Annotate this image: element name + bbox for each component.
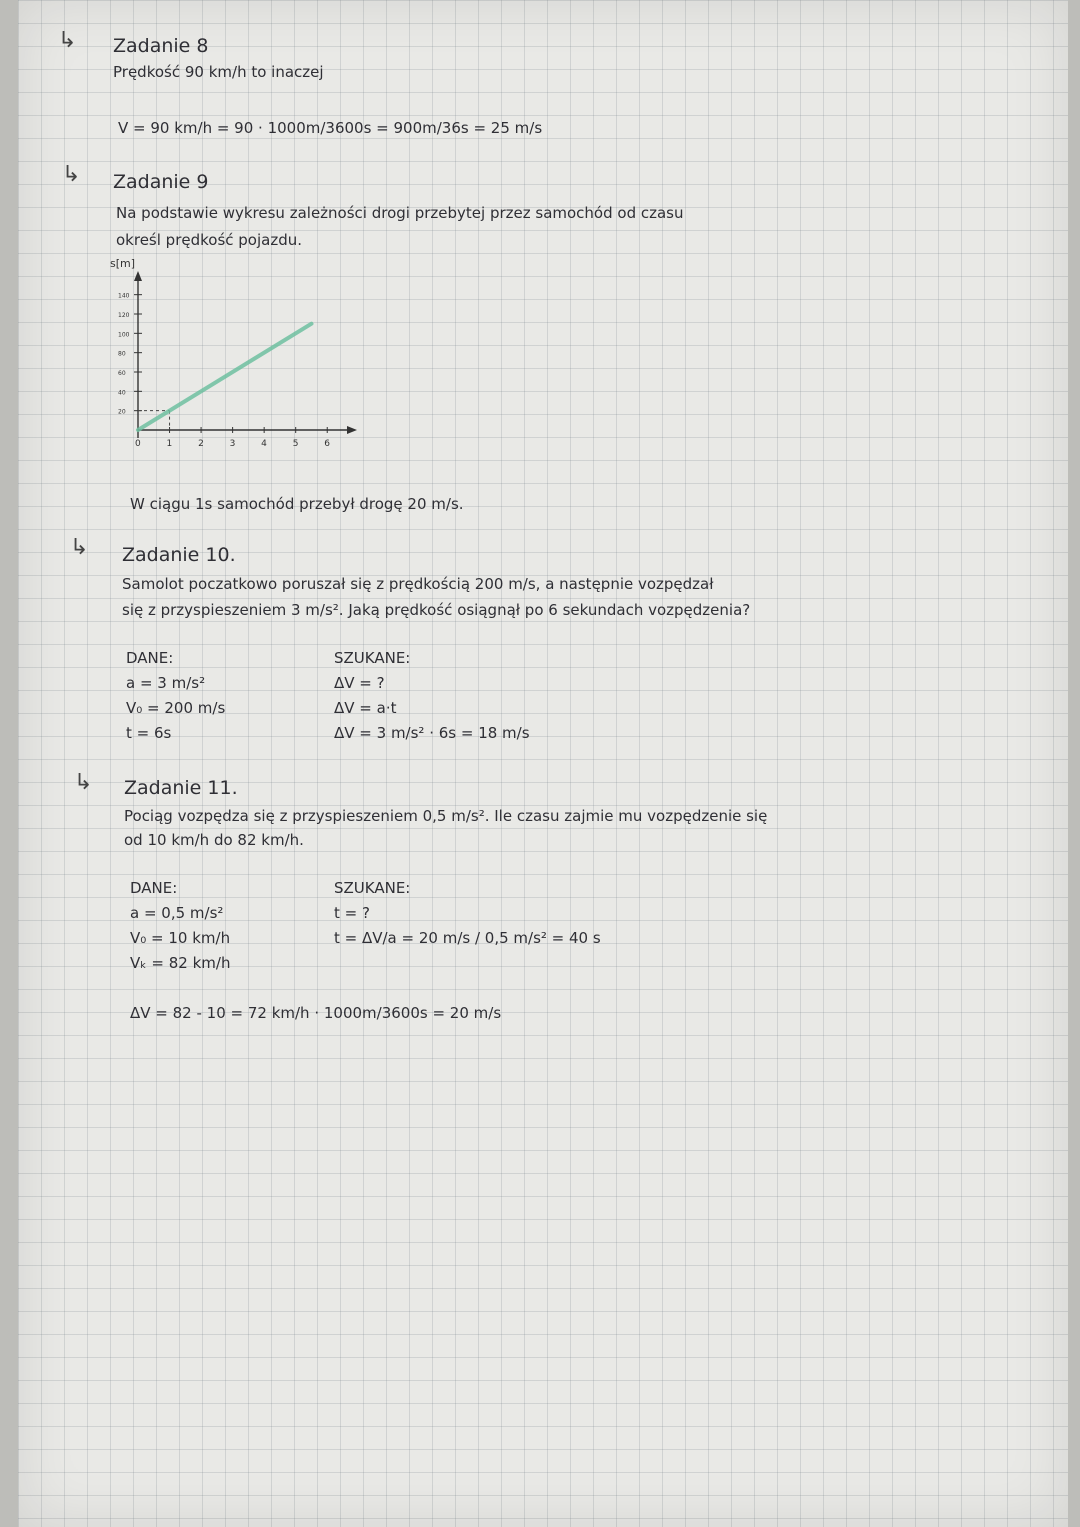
- y-tick-label: 100: [118, 331, 130, 339]
- distance-time-graph: [98, 255, 358, 465]
- task10-sought-item: ΔV = ?: [334, 674, 385, 692]
- y-tick-label: 20: [118, 408, 126, 416]
- x-tick-label: 5: [292, 439, 299, 449]
- x-tick-label: 1: [166, 439, 173, 449]
- task9-line1: Na podstawie wykresu zależności drogi przebytej przez samochód od czasu: [116, 204, 684, 222]
- task11-given-title: DANE:: [130, 879, 178, 897]
- task10-given-item: V₀ = 200 m/s: [126, 699, 226, 717]
- series-line: [138, 324, 311, 430]
- notebook-page: [18, 0, 1068, 1527]
- task9-heading: Zadanie 9: [113, 171, 209, 193]
- task8-calculation: V = 90 km/h = 90 · 1000m/3600s = 900m/36s = 25 m/s: [118, 119, 543, 137]
- task11-given-item: V₀ = 10 km/h: [130, 929, 231, 947]
- task11-sought-title: SZUKANE:: [334, 879, 411, 897]
- y-axis-arrow-icon: [134, 271, 142, 281]
- x-tick-label: 3: [229, 439, 236, 449]
- x-tick-label: 6: [324, 439, 330, 449]
- task10-given-item: a = 3 m/s²: [126, 674, 206, 692]
- y-tick-label: 80: [118, 350, 126, 358]
- task10-sought-item: ΔV = a·t: [334, 699, 397, 717]
- x-tick-label: 4: [261, 439, 267, 449]
- y-tick-label: 140: [118, 292, 130, 300]
- task10-line1: Samolot poczatkowo poruszał się z prędkością 200 m/s, a następnie vozpędzał: [122, 575, 714, 593]
- task11-line1: Pociąg vozpędza się z przyspieszeniem 0,5 m/s². Ile czasu zajmie mu vozpędzenie się: [124, 807, 768, 825]
- bullet-arrow-icon: ↳: [70, 535, 89, 560]
- task11-heading: Zadanie 11.: [124, 777, 238, 799]
- task9-line2: określ prędkość pojazdu.: [116, 231, 303, 249]
- task8-line1: Prędkość 90 km/h to inaczej: [113, 63, 324, 81]
- task11-sought-item: t = ?: [334, 904, 370, 922]
- task11-delta-calculation: ΔV = 82 - 10 = 72 km/h · 1000m/3600s = 20 m/s: [130, 1004, 502, 1022]
- bullet-arrow-icon: ↳: [58, 28, 77, 53]
- task8-heading: Zadanie 8: [113, 35, 209, 57]
- x-tick-label: 0: [135, 439, 141, 449]
- bullet-arrow-icon: ↳: [62, 162, 81, 187]
- task10-given-title: DANE:: [126, 649, 174, 667]
- task10-given-item: t = 6s: [126, 724, 172, 742]
- bullet-arrow-icon: ↳: [74, 770, 93, 795]
- task10-sought-title: SZUKANE:: [334, 649, 411, 667]
- y-axis-label: s[m]: [110, 257, 136, 270]
- task11-given-item: Vₖ = 82 km/h: [130, 954, 231, 972]
- x-axis-arrow-icon: [347, 426, 357, 434]
- task11-given-item: a = 0,5 m/s²: [130, 904, 224, 922]
- task10-heading: Zadanie 10.: [122, 544, 236, 566]
- y-tick-label: 120: [118, 312, 130, 319]
- task10-line2: się z przyspieszeniem 3 m/s². Jaką prędkość osiągnął po 6 sekundach vozpędzenia?: [122, 601, 751, 619]
- task9-answer: W ciągu 1s samochód przebył drogę 20 m/s.: [130, 495, 464, 513]
- task10-sought-item: ΔV = 3 m/s² · 6s = 18 m/s: [334, 724, 530, 742]
- y-tick-label: 40: [118, 389, 126, 397]
- y-tick-label: 60: [118, 370, 126, 377]
- x-tick-label: 2: [198, 439, 204, 449]
- task11-line2: od 10 km/h do 82 km/h.: [124, 831, 304, 849]
- task11-sought-item: t = ΔV/a = 20 m/s / 0,5 m/s² = 40 s: [334, 929, 601, 947]
